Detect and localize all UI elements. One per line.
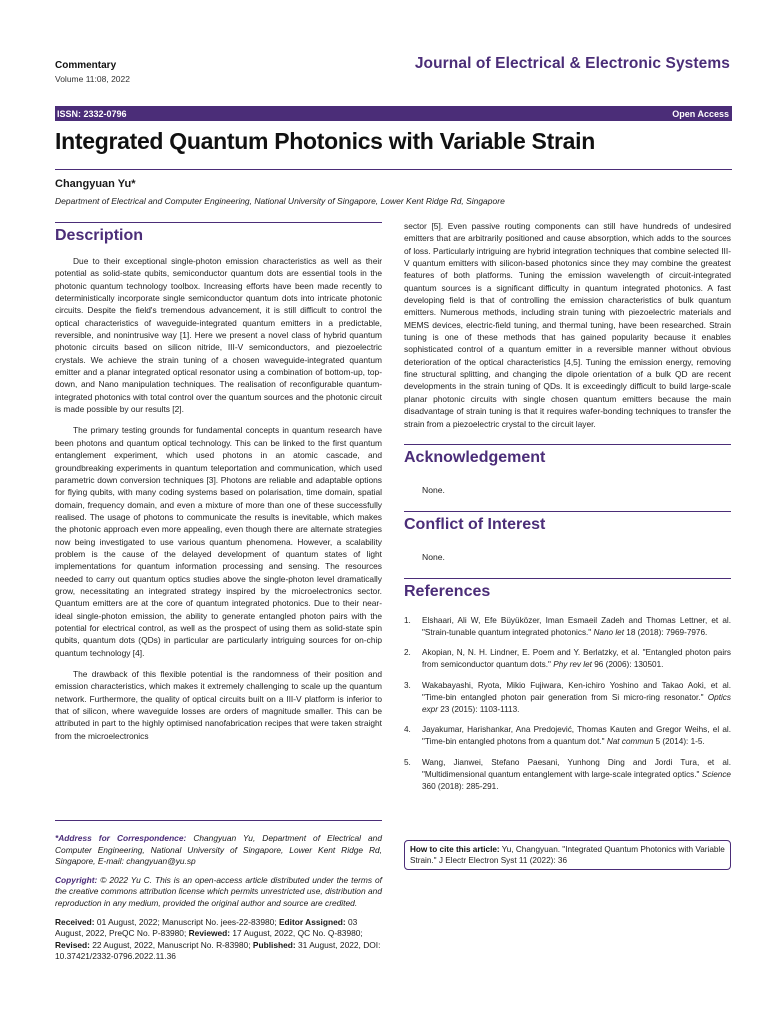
article-type: Commentary — [55, 60, 117, 71]
correspondence-block — [55, 833, 382, 868]
reference-item: 4. Jayakumar, Harishankar, Ana Predojević, Thomas Kauten and Gregor Weihs, el al. "Time-bin entangled photons from a quantum dot." Nat commun 5 (2014): 1-5. — [404, 725, 731, 747]
reference-item: 1. Elshaari, Ali W, Efe Büyüközer, Iman Esmaeil Zadeh and Thomas Lettner, et al. "Strain-tunable quantum integrated photonics." Nano let 18 (2018): 7969-7976. — [404, 615, 731, 637]
correspondence-label: *Address for Correspondence: — [55, 833, 187, 843]
issn: ISSN: 2332-0796 — [57, 108, 127, 119]
conflict-heading: Conflict of Interest — [404, 511, 731, 538]
references-section — [404, 578, 731, 793]
references-heading: References — [404, 578, 731, 605]
volume-info: Volume 11:08, 2022 — [55, 74, 130, 84]
article-meta — [55, 60, 130, 84]
journal-name: Journal of Electrical & Electronic Systems — [414, 55, 730, 72]
copyright-block — [55, 875, 382, 910]
issn-band — [55, 106, 732, 121]
affiliation: Department of Electrical and Computer Engineering, National University of Singapore, Lower Kent Ridge Rd, Singapore — [55, 196, 505, 206]
open-access-label: Open Access — [672, 108, 729, 119]
acknowledgement-text: None. — [422, 484, 445, 495]
description-paragraph-1: Due to their exceptional single-photon emission characteristics as well as their potential as solid-state qubits, semiconductor quantum dots are essential tools in the photonic quantum technology toolbox. Increasing efforts have been made recently to deterministically incorporate single semiconductor quantum dots into intricate photonic circuits. Despite the field's tremendous advancement, it is still difficult to control the optical characteristics of waveguide-integrated quantum emitters in a predictable, reversible, and nonintrusive way [1]. Here we present a novel class of hybrid quantum photonic circuits based on silicon nitride, III-V semiconductors, and piezoelectric crystals. We achieve the strain tuning of a chosen waveguide-integrated quantum emitter and a planar integrated optical resonator using a combination of bottom-up, top-down, and Nano manipulation techniques. The realisation of reconfigurable quantum-integrated photonics with total control over the quantum sources and the photonic circuit is made possible by our results [2]. — [55, 256, 382, 415]
cite-label: How to cite this article: — [410, 845, 500, 854]
description-paragraph-2: The primary testing grounds for fundamental concepts in quantum research have been photons and quantum optical technology. This can be linked to the first quantum entanglement experiment, which used photons in an atomic cascade, and groundbreaking experiments in quantum teleportation and communication, which used parametric down conversion techniques [3]. Photons are reliable and adaptable options for flying qubits, with many coding systems based on polarisation, time domain, spatial domain, frequency domain, and even a mixture of more than one of these successfully realised. The usage of photons to communicate the results is inevitable, which makes the photonic approach even more appealing, even though there are alternate strategies now being investigated to use various quantum phenomena. However, a scalability problem is the cause of the delayed development of quantum states of light implementations for quantum information processing and sensing. The resources needed to carry out quantum optics studies above the single-photon level dramatically grow, necessitating an integrated strategy inspired by the microelectronics sector. Quantum emitters are at the core of quantum integrated photonics. Due to their near-ideal single-photon emission, the ability to generate entangled photon pairs with the potential for electrical control, as well as the prospect of using them as solid-state spin qubits, quantum dots (QDs) in particular are particularly intriguing sources for on-chip quantum technology [4]. — [55, 425, 382, 658]
copyright-text: © 2022 Yu C. This is an open-access article distributed under the terms of the creative commons attribution license which permits unrestricted use, distribution and reproduction in any medium, provided the original author and source are credited. — [55, 874, 383, 908]
author-name: Changyuan Yu* — [55, 178, 136, 190]
right-column — [404, 220, 731, 801]
acknowledgement-heading: Acknowledgement — [404, 444, 731, 471]
article-dates: Received: 01 August, 2022; Manuscript No. jees-22-83980; Editor Assigned: 03 August, 2022, PreQC No. P-83980; Reviewed: 17 August, 2022, QC No. Q-83980; Revised: 22 August, 2022, Manuscript No. R-83980; Published: 31 August, 2022, DOI: 10.37421/2332-0796.2022.11.36 — [55, 916, 381, 962]
how-to-cite-box — [404, 840, 731, 870]
conflict-section — [404, 511, 731, 562]
conflict-text: None. — [422, 551, 445, 562]
cite-text: Yu, Changyuan. "Integrated Quantum Photonics with Variable Strain." J Electr Electron Syst 11 (2022): 36 — [410, 845, 725, 866]
correspondence-text: Changyuan Yu, Department of Electrical and Computer Engineering, National University of Singapore, Lower Kent Ridge Rd, Singapore, E-mail: changyuan@yu.sp — [55, 833, 382, 867]
doi: DOI: 10.37421/2332-0796.2022.11.36 — [55, 939, 381, 962]
correspondence-footer — [55, 820, 382, 963]
article-title: Integrated Quantum Photonics with Variable Strain — [55, 128, 595, 154]
left-column — [55, 222, 382, 742]
description-heading: Description — [55, 222, 382, 249]
reference-item: 5. Wang, Jianwei, Stefano Paesani, Yunhong Ding and Jordi Tura, et al. "Multidimensional quantum entanglement with large-scale integrated optics." Science 360 (2018): 285-291. — [404, 758, 731, 791]
acknowledgement-section — [404, 444, 731, 495]
reference-item: 2. Akopian, N, N. H. Lindner, E. Poem and Y. Berlatzky, et al. "Entangled photon pairs from semiconductor quantum dots." Phy rev let 96 (2006): 130501. — [404, 648, 731, 670]
title-rule — [55, 169, 732, 170]
reference-item: 3. Wakabayashi, Ryota, Mikio Fujiwara, Ken-ichiro Yoshino and Takao Aoki, et al. "Time-bin entangled photon pair generation from Si micro-ring resonator." Optics expr 23 (2015): 1103-1113. — [404, 681, 731, 714]
reference-list — [404, 615, 731, 793]
copyright-label: Copyright: — [55, 874, 98, 885]
description-paragraph-3: The drawback of this flexible potential is the randomness of their position and emission characteristics, which makes it extremely challenging to scale up the quantum network. Furthermore, the quality of optical circuits built on a III-V platform is inferior to that of silicon, where waveguide losses are orders of magnitude smaller. This can be attributed in part to the highly optimised nanofabrication recipes that were taken straight from the microelectronics — [55, 669, 382, 741]
description-paragraph-3-cont: sector [5]. Even passive routing components can still have hundreds of undesired emitters that are arbitrarily positioned and cause absorption, which adds to the sources of loss. Particularly intriguing are hybrid integration techniques that combine selected III-V quantum emitters with silicon-based photonics since they may combine the greatest features of both platforms. Tuning the emission wavelength of circuit-integrated quantum sources is a significant difficulty in quantum integrated photonics. A fast developing field is that of controlling the emission characteristics of bulk quantum emitters. Numerous methods, including strain tuning with piezoelectric materials and MEMS devices, electric-field tuning, and thermal tuning, have been researched. Strain tuning is one of these methods that has gained popularity because it enables sophisticated control of a quantum emitter in a reversible manner without obvious deterioration of the optical characteristics [4,5]. Tuning the emission energy, removing fine structural splitting, and changing the dipole orientation of a bulk QD are recent developments in the strain tuning of QDs. It is exceedingly difficult to build large-scale planar photonic circuits with single chosen quantum emitters because the main disadvantage of strain tuning is that it requires wafer-bonding techniques to transfer the strain from a piezoelectric crystal to the circuit layer. — [404, 221, 731, 429]
